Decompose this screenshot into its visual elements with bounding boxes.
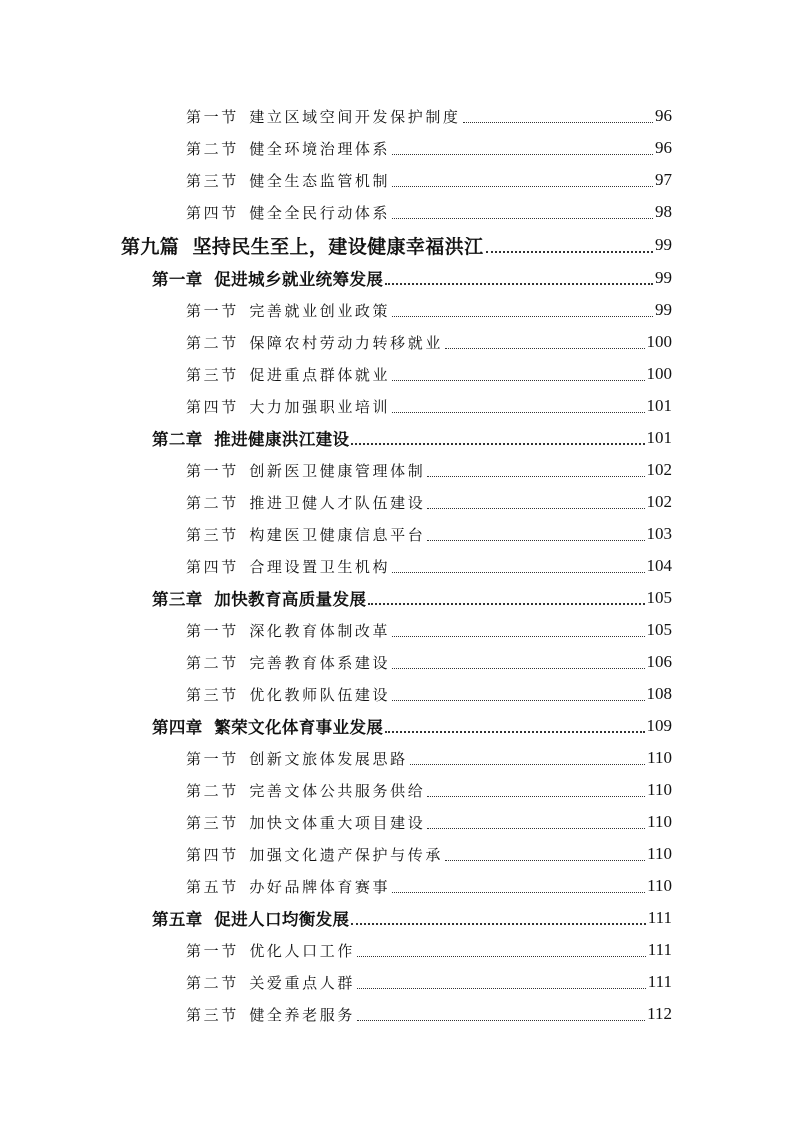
dot-leader bbox=[351, 923, 645, 925]
toc-entry-title: 推进卫健人才队伍建设 bbox=[249, 493, 426, 512]
toc-entry-label bbox=[186, 620, 390, 641]
toc-entry-section[interactable] bbox=[0, 100, 793, 132]
toc-entry-section[interactable] bbox=[0, 294, 793, 326]
toc-entry-label bbox=[186, 202, 390, 223]
dot-leader bbox=[392, 636, 644, 637]
toc-entry-number: 第四节 bbox=[186, 557, 239, 576]
toc-entry-title: 深化教育体制改革 bbox=[249, 621, 391, 640]
dot-leader bbox=[392, 380, 644, 381]
toc-entry-page-number: 110 bbox=[647, 812, 672, 831]
dot-leader bbox=[427, 796, 645, 797]
toc-entry-label bbox=[152, 714, 383, 738]
toc-entry-label bbox=[186, 812, 425, 833]
toc-entry-section[interactable] bbox=[0, 390, 793, 422]
dot-leader bbox=[445, 860, 645, 861]
toc-entry-section[interactable] bbox=[0, 132, 793, 164]
toc-entry-title: 加强文化遗产保护与传承 bbox=[249, 845, 443, 864]
dot-leader bbox=[368, 603, 644, 605]
toc-entry-page-number: 111 bbox=[647, 940, 672, 959]
toc-entry-title: 健全环境治理体系 bbox=[249, 139, 391, 158]
toc-entry-label bbox=[121, 232, 484, 259]
toc-entry-page-number: 101 bbox=[646, 396, 672, 415]
toc-entry-page-number: 111 bbox=[647, 908, 672, 927]
dot-leader bbox=[351, 443, 644, 445]
dot-leader bbox=[392, 668, 644, 669]
toc-entry-section[interactable] bbox=[0, 966, 793, 998]
toc-entry-chapter[interactable] bbox=[0, 710, 793, 742]
toc-entry-page-number: 99 bbox=[655, 300, 672, 319]
toc-entry-chapter[interactable] bbox=[0, 902, 793, 934]
toc-entry-section[interactable] bbox=[0, 614, 793, 646]
toc-entry-label bbox=[186, 876, 390, 897]
toc-entry-page-number: 100 bbox=[646, 332, 672, 351]
toc-entry-chapter[interactable] bbox=[0, 262, 793, 294]
toc-entry-part[interactable] bbox=[0, 228, 793, 262]
toc-entry-page-number: 96 bbox=[655, 106, 672, 125]
dot-leader bbox=[385, 283, 653, 285]
toc-entry-section[interactable] bbox=[0, 486, 793, 518]
dot-leader bbox=[385, 731, 644, 733]
toc-entry-title: 繁荣文化体育事业发展 bbox=[214, 718, 384, 737]
toc-entry-page-number: 109 bbox=[646, 716, 672, 735]
toc-entry-section[interactable] bbox=[0, 774, 793, 806]
toc-entry-title: 关爱重点人群 bbox=[249, 973, 355, 992]
toc-entry-number: 第一章 bbox=[152, 270, 203, 289]
toc-entry-number: 第九篇 bbox=[121, 235, 180, 258]
toc-entry-title: 推进健康洪江建设 bbox=[214, 430, 350, 449]
toc-entry-page-number: 108 bbox=[646, 684, 672, 703]
dot-leader bbox=[392, 154, 653, 155]
dot-leader bbox=[392, 186, 653, 187]
toc-entry-section[interactable] bbox=[0, 164, 793, 196]
toc-entry-label bbox=[152, 906, 349, 930]
toc-entry-label bbox=[152, 586, 366, 610]
dot-leader bbox=[410, 764, 645, 765]
toc-entry-title: 健全养老服务 bbox=[249, 1005, 355, 1024]
toc-entry-page-number: 105 bbox=[646, 620, 672, 639]
toc-entry-page-number: 103 bbox=[646, 524, 672, 543]
toc-entry-title: 完善就业创业政策 bbox=[249, 301, 391, 320]
toc-entry-number: 第二章 bbox=[152, 430, 203, 449]
toc-entry-section[interactable] bbox=[0, 518, 793, 550]
dot-leader bbox=[427, 476, 644, 477]
toc-entry-chapter[interactable] bbox=[0, 582, 793, 614]
toc-entry-section[interactable] bbox=[0, 550, 793, 582]
toc-entry-page-number: 98 bbox=[655, 202, 672, 221]
toc-entry-number: 第四章 bbox=[152, 718, 203, 737]
toc-entry-label bbox=[186, 396, 390, 417]
toc-entry-page-number: 97 bbox=[655, 170, 672, 189]
toc-entry-page-number: 104 bbox=[646, 556, 672, 575]
toc-entry-page-number: 99 bbox=[655, 268, 672, 287]
toc-entry-title: 加快文体重大项目建设 bbox=[249, 813, 426, 832]
toc-entry-number: 第三节 bbox=[186, 813, 239, 832]
toc-entry-section[interactable] bbox=[0, 326, 793, 358]
dot-leader bbox=[392, 892, 645, 893]
toc-entry-number: 第五章 bbox=[152, 910, 203, 929]
toc-entry-title: 完善教育体系建设 bbox=[249, 653, 391, 672]
toc-entry-number: 第二节 bbox=[186, 973, 239, 992]
toc-entry-page-number: 110 bbox=[647, 876, 672, 895]
toc-entry-number: 第三节 bbox=[186, 685, 239, 704]
toc-entry-label bbox=[186, 332, 443, 353]
toc-entry-section[interactable] bbox=[0, 934, 793, 966]
toc-entry-number: 第三节 bbox=[186, 525, 239, 544]
dot-leader bbox=[445, 348, 645, 349]
dot-leader bbox=[357, 956, 646, 957]
dot-leader bbox=[392, 218, 653, 219]
dot-leader bbox=[392, 700, 644, 701]
toc-entry-label bbox=[186, 1004, 355, 1025]
toc-entry-page-number: 102 bbox=[646, 460, 672, 479]
toc-entry-number: 第四节 bbox=[186, 845, 239, 864]
toc-entry-label bbox=[186, 364, 390, 385]
dot-leader bbox=[392, 412, 644, 413]
toc-entry-title: 完善文体公共服务供给 bbox=[249, 781, 426, 800]
toc-entry-number: 第二节 bbox=[186, 139, 239, 158]
toc-entry-label bbox=[186, 684, 390, 705]
toc-entry-title: 优化教师队伍建设 bbox=[249, 685, 391, 704]
toc-entry-title: 保障农村劳动力转移就业 bbox=[249, 333, 443, 352]
toc-entry-page-number: 102 bbox=[646, 492, 672, 511]
toc-entry-section[interactable] bbox=[0, 998, 793, 1030]
toc-entry-number: 第二节 bbox=[186, 653, 239, 672]
toc-entry-section[interactable] bbox=[0, 454, 793, 486]
toc-entry-label bbox=[186, 556, 390, 577]
dot-leader bbox=[357, 988, 646, 989]
toc-entry-label bbox=[186, 524, 425, 545]
toc-entry-number: 第一节 bbox=[186, 941, 239, 960]
toc-entry-title: 坚持民生至上，建设健康幸福洪江 bbox=[192, 235, 484, 258]
toc-entry-label bbox=[186, 492, 425, 513]
dot-leader bbox=[427, 828, 645, 829]
toc-entry-label bbox=[152, 266, 383, 290]
table-of-contents bbox=[0, 100, 793, 1030]
toc-entry-section[interactable] bbox=[0, 196, 793, 228]
toc-entry-number: 第三节 bbox=[186, 365, 239, 384]
toc-entry-page-number: 112 bbox=[647, 1004, 672, 1023]
toc-entry-number: 第四节 bbox=[186, 203, 239, 222]
dot-leader bbox=[357, 1020, 645, 1021]
toc-entry-section[interactable] bbox=[0, 678, 793, 710]
toc-entry-number: 第一节 bbox=[186, 621, 239, 640]
toc-entry-number: 第二节 bbox=[186, 333, 239, 352]
dot-leader bbox=[392, 572, 644, 573]
toc-entry-section[interactable] bbox=[0, 358, 793, 390]
toc-entry-page-number: 110 bbox=[647, 844, 672, 863]
toc-entry-label bbox=[186, 106, 461, 127]
toc-entry-title: 大力加强职业培训 bbox=[249, 397, 391, 416]
toc-entry-section[interactable] bbox=[0, 870, 793, 902]
toc-entry-label bbox=[186, 940, 355, 961]
toc-entry-label bbox=[186, 748, 408, 769]
toc-entry-page-number: 110 bbox=[647, 780, 672, 799]
toc-entry-label bbox=[186, 170, 390, 191]
dot-leader bbox=[463, 122, 653, 123]
toc-entry-page-number: 101 bbox=[646, 428, 672, 447]
toc-entry-title: 加快教育高质量发展 bbox=[214, 590, 367, 609]
toc-entry-label bbox=[186, 138, 390, 159]
toc-entry-title: 健全全民行动体系 bbox=[249, 203, 391, 222]
toc-entry-title: 促进人口均衡发展 bbox=[214, 910, 350, 929]
dot-leader bbox=[392, 316, 653, 317]
toc-entry-label bbox=[152, 426, 349, 450]
toc-entry-number: 第一节 bbox=[186, 107, 239, 126]
toc-entry-section[interactable] bbox=[0, 838, 793, 870]
toc-entry-label bbox=[186, 844, 443, 865]
toc-entry-title: 优化人口工作 bbox=[249, 941, 355, 960]
toc-entry-section[interactable] bbox=[0, 806, 793, 838]
toc-entry-page-number: 110 bbox=[647, 748, 672, 767]
toc-entry-label bbox=[186, 972, 355, 993]
toc-entry-label bbox=[186, 460, 425, 481]
toc-entry-number: 第二节 bbox=[186, 781, 239, 800]
toc-entry-number: 第三章 bbox=[152, 590, 203, 609]
toc-entry-number: 第一节 bbox=[186, 301, 239, 320]
toc-entry-title: 建立区域空间开发保护制度 bbox=[249, 107, 461, 126]
toc-entry-page-number: 100 bbox=[646, 364, 672, 383]
toc-entry-label bbox=[186, 652, 390, 673]
toc-entry-number: 第四节 bbox=[186, 397, 239, 416]
toc-entry-title: 促进城乡就业统筹发展 bbox=[214, 270, 384, 289]
toc-entry-number: 第三节 bbox=[186, 171, 239, 190]
dot-leader bbox=[427, 540, 644, 541]
toc-entry-title: 促进重点群体就业 bbox=[249, 365, 391, 384]
toc-entry-label bbox=[186, 780, 425, 801]
toc-entry-section[interactable] bbox=[0, 742, 793, 774]
toc-entry-number: 第一节 bbox=[186, 461, 239, 480]
toc-entry-page-number: 96 bbox=[655, 138, 672, 157]
toc-entry-page-number: 106 bbox=[646, 652, 672, 671]
toc-entry-title: 健全生态监管机制 bbox=[249, 171, 391, 190]
toc-entry-title: 创新文旅体发展思路 bbox=[249, 749, 408, 768]
toc-entry-title: 创新医卫健康管理体制 bbox=[249, 461, 426, 480]
toc-entry-chapter[interactable] bbox=[0, 422, 793, 454]
toc-entry-page-number: 111 bbox=[647, 972, 672, 991]
dot-leader bbox=[486, 251, 653, 253]
toc-entry-title: 办好品牌体育赛事 bbox=[249, 877, 391, 896]
toc-entry-number: 第五节 bbox=[186, 877, 239, 896]
toc-entry-title: 合理设置卫生机构 bbox=[249, 557, 391, 576]
toc-entry-number: 第三节 bbox=[186, 1005, 239, 1024]
toc-entry-label bbox=[186, 300, 390, 321]
toc-entry-page-number: 105 bbox=[646, 588, 672, 607]
dot-leader bbox=[427, 508, 644, 509]
toc-entry-number: 第二节 bbox=[186, 493, 239, 512]
toc-entry-title: 构建医卫健康信息平台 bbox=[249, 525, 426, 544]
toc-entry-number: 第一节 bbox=[186, 749, 239, 768]
toc-entry-page-number: 99 bbox=[655, 235, 672, 254]
toc-entry-section[interactable] bbox=[0, 646, 793, 678]
